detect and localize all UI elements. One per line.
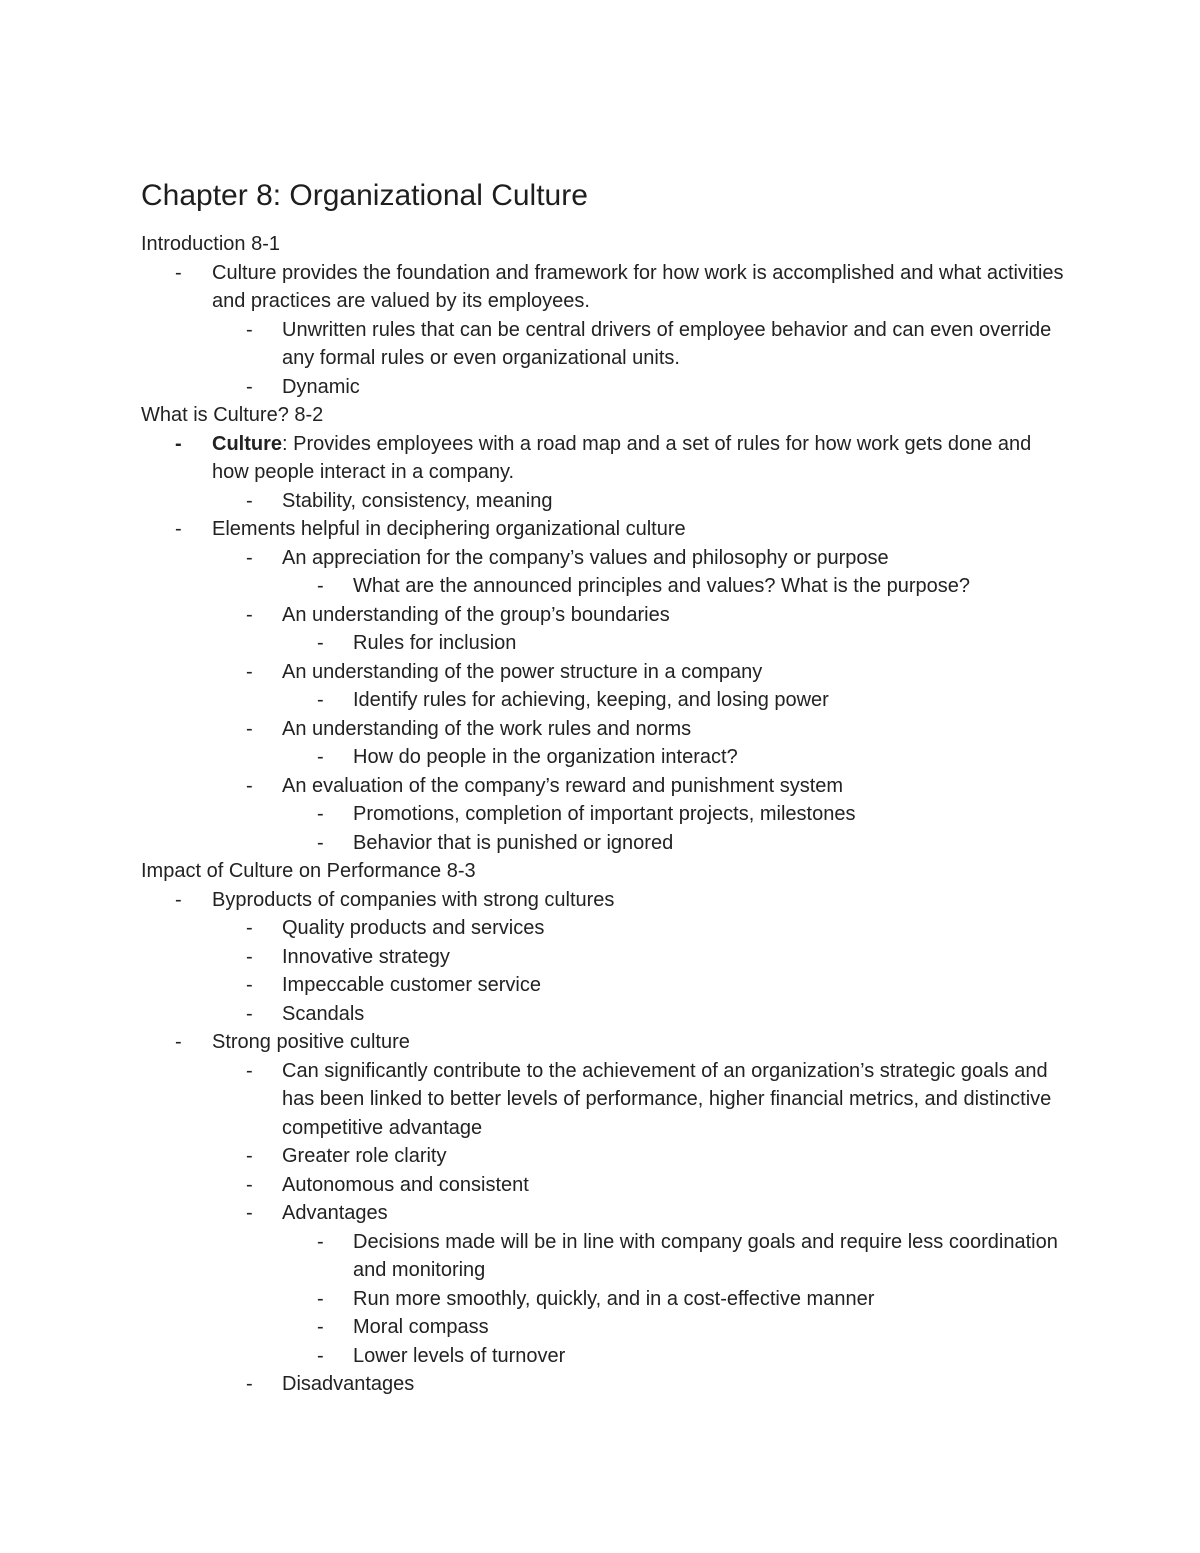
list-item <box>141 800 1071 829</box>
list-item <box>141 971 1071 1000</box>
list-item <box>141 544 1071 573</box>
bullet-dash-icon: - <box>246 1202 253 1224</box>
list-item-text: Lower levels of turnover <box>353 1344 566 1367</box>
bold-term: Culture <box>212 432 282 455</box>
section-heading-text: Impact of Culture on Performance 8-3 <box>141 860 476 882</box>
list-item-text: Byproducts of companies with strong cultures <box>212 888 615 911</box>
list-item-text: How do people in the organization interact? <box>353 746 738 768</box>
bullet-dash-icon: - <box>317 689 324 711</box>
list-item <box>141 572 1071 601</box>
list-item <box>141 1370 1071 1399</box>
bullet-dash-icon: - <box>317 1344 324 1367</box>
list-item-text: Moral compass <box>353 1316 489 1338</box>
list-item <box>141 914 1071 943</box>
list-item <box>141 715 1071 744</box>
document-page <box>141 176 1071 1399</box>
list-item-text: Decisions made will be in line with company goals and require less coordination and monitoring <box>353 1230 1058 1281</box>
bullet-dash-icon: - <box>175 518 182 540</box>
list-item-text: Dynamic <box>282 375 360 398</box>
list-item-text: Quality products and services <box>282 917 545 939</box>
list-item <box>141 1142 1071 1171</box>
list-item-text: Can significantly contribute to the achievement of an organization’s strategic goals and has been linked to better levels of performance, higher financial metrics, and distinctive competitive advantage <box>282 1059 1052 1139</box>
list-item-text: An understanding of the group’s boundaries <box>282 603 670 626</box>
bullet-dash-icon: - <box>317 632 324 654</box>
bullet-dash-icon: - <box>246 603 253 626</box>
list-item-text: An understanding of the work rules and norms <box>282 717 692 740</box>
list-item-text: Rules for inclusion <box>353 632 517 654</box>
bullet-dash-icon: - <box>317 831 324 854</box>
bullet-dash-icon: - <box>317 575 324 597</box>
list-item-text: Stability, consistency, meaning <box>282 489 553 512</box>
list-item <box>141 259 1071 316</box>
list-item-text: Innovative strategy <box>282 945 450 968</box>
bullet-dash-icon: - <box>246 917 253 939</box>
list-item-text: Greater role clarity <box>282 1145 447 1167</box>
bullet-dash-icon: - <box>175 888 182 911</box>
list-item <box>141 1342 1071 1371</box>
bullet-dash-icon: - <box>246 546 253 569</box>
bullet-dash-icon: - <box>246 774 253 797</box>
bullet-dash-icon: - <box>317 1316 324 1338</box>
list-item-text: An appreciation for the company’s values and philosophy or purpose <box>282 546 889 569</box>
list-item-text: : Provides employees with a road map and a set of rules for how work gets done and how people interact in a company. <box>212 432 1032 483</box>
list-item <box>141 1171 1071 1200</box>
list-item-text: An evaluation of the company’s reward and punishment system <box>282 774 844 797</box>
bullet-dash-icon: - <box>175 432 182 455</box>
list-item <box>141 829 1071 858</box>
bullet-dash-icon: - <box>246 1059 253 1082</box>
bullet-dash-icon: - <box>317 1230 324 1253</box>
list-item <box>141 772 1071 801</box>
list-item <box>141 1000 1071 1029</box>
section-heading <box>141 857 1071 886</box>
list-item <box>141 487 1071 516</box>
list-item <box>141 316 1071 373</box>
list-item-text: An understanding of the power structure in a company <box>282 660 763 683</box>
bullet-dash-icon: - <box>246 717 253 740</box>
list-item <box>141 886 1071 915</box>
list-item-text: What are the announced principles and values? What is the purpose? <box>353 575 971 597</box>
list-item <box>141 1057 1071 1143</box>
bullet-dash-icon: - <box>246 375 253 398</box>
list-item <box>141 943 1071 972</box>
bullet-dash-icon: - <box>246 1145 253 1167</box>
bullet-dash-icon: - <box>246 1002 253 1025</box>
section-heading <box>141 401 1071 430</box>
section-heading-text: What is Culture? 8-2 <box>141 404 324 426</box>
bullet-dash-icon: - <box>317 1287 324 1310</box>
bullet-dash-icon: - <box>317 803 324 825</box>
bullet-dash-icon: - <box>246 660 253 683</box>
list-item <box>141 1313 1071 1342</box>
list-item-text: Behavior that is punished or ignored <box>353 831 674 854</box>
section-heading-text: Introduction 8-1 <box>141 233 280 255</box>
list-item <box>141 430 1071 487</box>
list-item-text: Impeccable customer service <box>282 974 541 996</box>
list-item-text: Run more smoothly, quickly, and in a cost-effective manner <box>353 1287 875 1310</box>
list-item-text: Disadvantages <box>282 1373 415 1395</box>
bullet-dash-icon: - <box>246 974 253 996</box>
bullet-dash-icon: - <box>246 945 253 968</box>
list-item-text: Unwritten rules that can be central drivers of employee behavior and can even override any formal rules or even organizational units. <box>282 318 1052 369</box>
page-title: Chapter 8: Organizational Culture <box>141 179 588 212</box>
bullet-dash-icon: - <box>175 1031 182 1053</box>
list-item <box>141 601 1071 630</box>
list-item-text: Scandals <box>282 1002 365 1025</box>
list-item <box>141 658 1071 687</box>
bullet-dash-icon: - <box>246 489 253 512</box>
list-item-text: Culture provides the foundation and framework for how work is accomplished and what activities and practices are valued by its employees. <box>212 261 1064 312</box>
bullet-dash-icon: - <box>246 318 253 341</box>
bullet-dash-icon: - <box>317 746 324 768</box>
list-item <box>141 515 1071 544</box>
list-item-text: Promotions, completion of important projects, milestones <box>353 803 856 825</box>
list-item <box>141 373 1071 402</box>
list-item-text: Advantages <box>282 1202 388 1224</box>
section-heading <box>141 230 1071 259</box>
list-item <box>141 1285 1071 1314</box>
list-item <box>141 1228 1071 1285</box>
list-item-text: Elements helpful in deciphering organizational culture <box>212 518 686 540</box>
list-item <box>141 629 1071 658</box>
bullet-dash-icon: - <box>175 261 182 284</box>
list-item <box>141 686 1071 715</box>
list-item-text: Strong positive culture <box>212 1031 410 1053</box>
list-item-text: Autonomous and consistent <box>282 1173 529 1196</box>
outline-list <box>141 230 1071 1399</box>
list-item-text: Identify rules for achieving, keeping, and losing power <box>353 689 829 711</box>
list-item <box>141 1199 1071 1228</box>
bullet-dash-icon: - <box>246 1173 253 1196</box>
list-item <box>141 743 1071 772</box>
bullet-dash-icon: - <box>246 1373 253 1395</box>
list-item <box>141 1028 1071 1057</box>
